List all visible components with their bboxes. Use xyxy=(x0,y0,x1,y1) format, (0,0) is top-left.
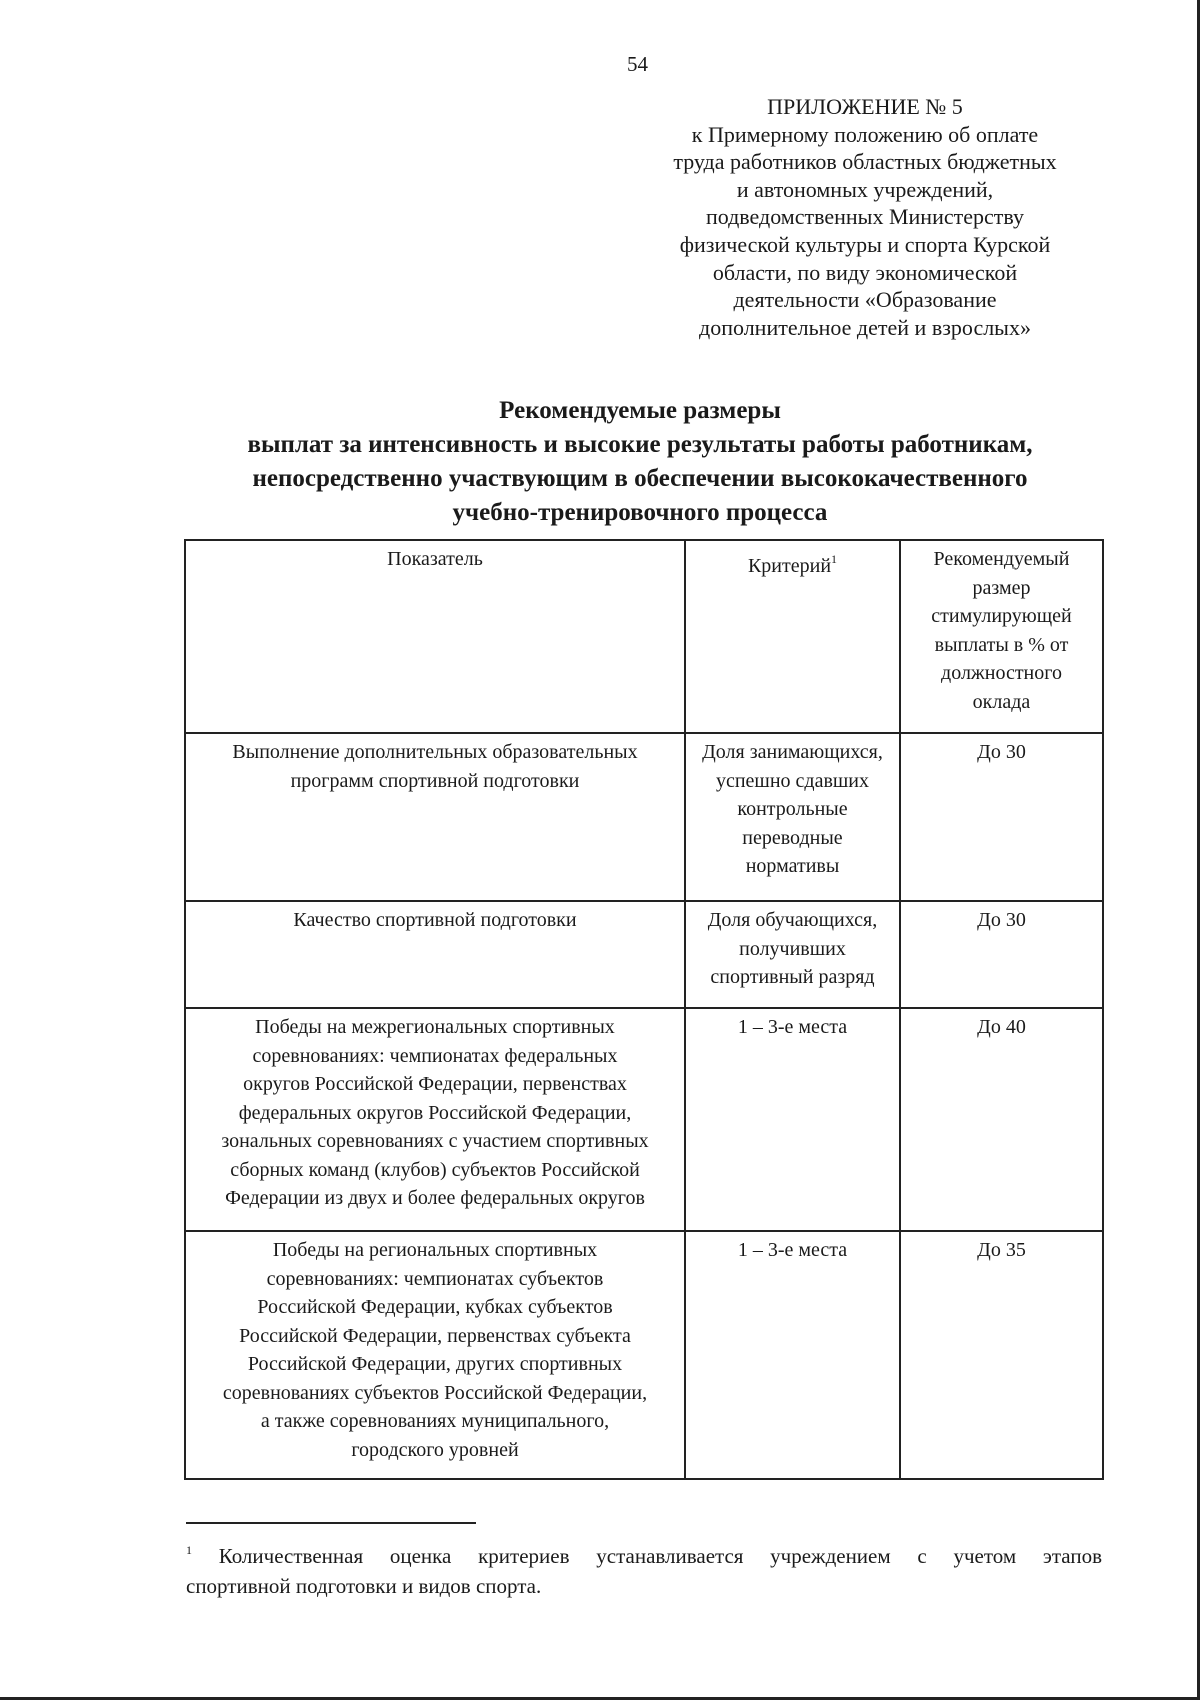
indicator-cell: Победы на межрегиональных спортивных соревнованиях: чемпионатах федеральных округов Российской Федерации, первенствах федеральных округов Российской Федерации, зональных соревнованиях с участием спортивных сборных команд (клубов) субъектов Российской Федерации из двух и более федеральных округов xyxy=(185,1008,685,1231)
header-size: Рекомендуемый размер стимулирующей выплаты в % от должностного оклада xyxy=(900,540,1103,733)
criterion-cell: Доля обучающихся, получивших спортивный разряд xyxy=(685,901,900,1008)
footnote-text-line: Количественная оценка критериев устанавливается учреждением с учетом этапов xyxy=(218,1544,1103,1568)
criterion-cell: 1 – 3-е места xyxy=(685,1231,900,1479)
footnote xyxy=(186,1535,1102,1601)
criterion-cell: Доля занимающихся, успешно сдавших контрольные переводные нормативы xyxy=(685,733,900,901)
footnote-ref: 1 xyxy=(831,552,838,566)
title-line: выплат за интенсивность и высокие результаты работы работникам, xyxy=(247,431,1033,458)
size-cell: До 35 xyxy=(900,1231,1103,1479)
size-cell: До 40 xyxy=(900,1008,1103,1231)
appendix-line: труда работников областных бюджетных xyxy=(673,149,1057,175)
footnote-text-line: спортивной подготовки и видов спорта. xyxy=(186,1574,542,1598)
appendix-line: деятельности «Образование xyxy=(733,287,997,313)
footnote-separator xyxy=(186,1522,476,1524)
appendix-line: к Примерному положению об оплате xyxy=(691,121,1039,147)
table-row xyxy=(185,1008,1103,1231)
criterion-cell: 1 – 3-е места xyxy=(685,1008,900,1231)
title-line: непосредственно участвующим в обеспечении высококачественного xyxy=(252,465,1028,492)
appendix-line: ПРИЛОЖЕНИЕ № 5 xyxy=(767,94,963,119)
table-row xyxy=(185,733,1103,901)
appendix-line: дополнительное детей и взрослых» xyxy=(699,314,1031,340)
page-number: 54 xyxy=(627,52,648,76)
indicator-cell: Выполнение дополнительных образовательных программ спортивной подготовки xyxy=(185,733,685,901)
header-criterion: Критерий$^1$ xyxy=(685,540,900,733)
title-line: учебно-тренировочного процесса xyxy=(452,499,828,526)
appendix-line: области, по виду экономической xyxy=(712,259,1018,285)
appendix-header xyxy=(620,93,1110,341)
indicator-cell: Качество спортивной подготовки xyxy=(185,901,685,1008)
appendix-line: и автономных учреждений, xyxy=(736,176,994,202)
appendix-line: подведомственных Министерству xyxy=(705,204,1025,230)
indicator-cell: Победы на региональных спортивных соревнованиях: чемпионатах субъектов Российской Федерации, кубках субъектов Российской Федерации, первенствах субъекта Российской Федерации, других спортивных соревнованиях субъектов Российской Федерации, а также соревнованиях муниципального, городского уровней xyxy=(185,1231,685,1479)
title-line: Рекомендуемые размеры xyxy=(499,397,781,424)
appendix-line: физической культуры и спорта Курской xyxy=(679,231,1051,257)
footnote-marker: 1 xyxy=(186,1543,192,1557)
size-cell: До 30 xyxy=(900,733,1103,901)
table-row xyxy=(185,1231,1103,1479)
header-indicator: Показатель xyxy=(185,540,685,733)
size-cell: До 30 xyxy=(900,901,1103,1008)
table-row xyxy=(185,901,1103,1008)
table-header-row xyxy=(185,540,1103,733)
document-title xyxy=(140,394,1140,530)
payments-table xyxy=(184,539,1104,1480)
